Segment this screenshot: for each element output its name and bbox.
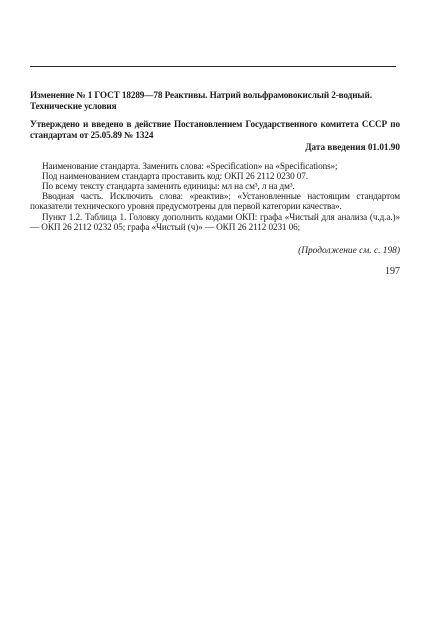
continued-note: (Продолжение см. с. 198) xyxy=(298,245,400,256)
approval-statement: Утверждено и введено в действие Постановлением Государственного комитета СССР по стандартам от 25.05.89 № 1324 xyxy=(30,119,400,140)
amendment-body xyxy=(30,161,400,232)
amendment-title-line1: Изменение № 1 ГОСТ 18289—78 Реактивы. Натрий вольфрамовокислый 2-водный. xyxy=(30,90,372,100)
introduction-date: Дата введения 01.01.90 xyxy=(305,142,400,152)
paragraph-title-change: Наименование стандарта. Заменить слова: «Specification» на «Specifications»; xyxy=(42,160,338,171)
page-number: 197 xyxy=(385,265,400,277)
top-rule xyxy=(30,66,396,67)
amendment-title xyxy=(30,90,400,111)
amendment-title-line2: Технические условия xyxy=(30,100,117,111)
paragraph-introduction: Вводная часть. Исключить слова: «реактив»; «Установленные настоящим стандартом показатели технического уровня предусмотрены для первой категории качества». xyxy=(30,191,400,212)
amendment-block xyxy=(30,90,400,277)
paragraph-okp-code: Под наименованием стандарта проставить код: ОКП 26 2112 0230 07. xyxy=(42,170,308,181)
paragraph-units: По всему тексту стандарта заменить единицы: мл на см³, л на дм³. xyxy=(42,180,295,191)
paragraph-item-1-2: Пункт 1.2. Таблица 1. Головку дополнить кодами ОКП: графа «Чистый для анализа (ч.д.а.)» — ОКП 26 2112 0232 05; графа «Чистый (ч)» — ОКП 26 2112 0231 06; xyxy=(30,211,400,232)
